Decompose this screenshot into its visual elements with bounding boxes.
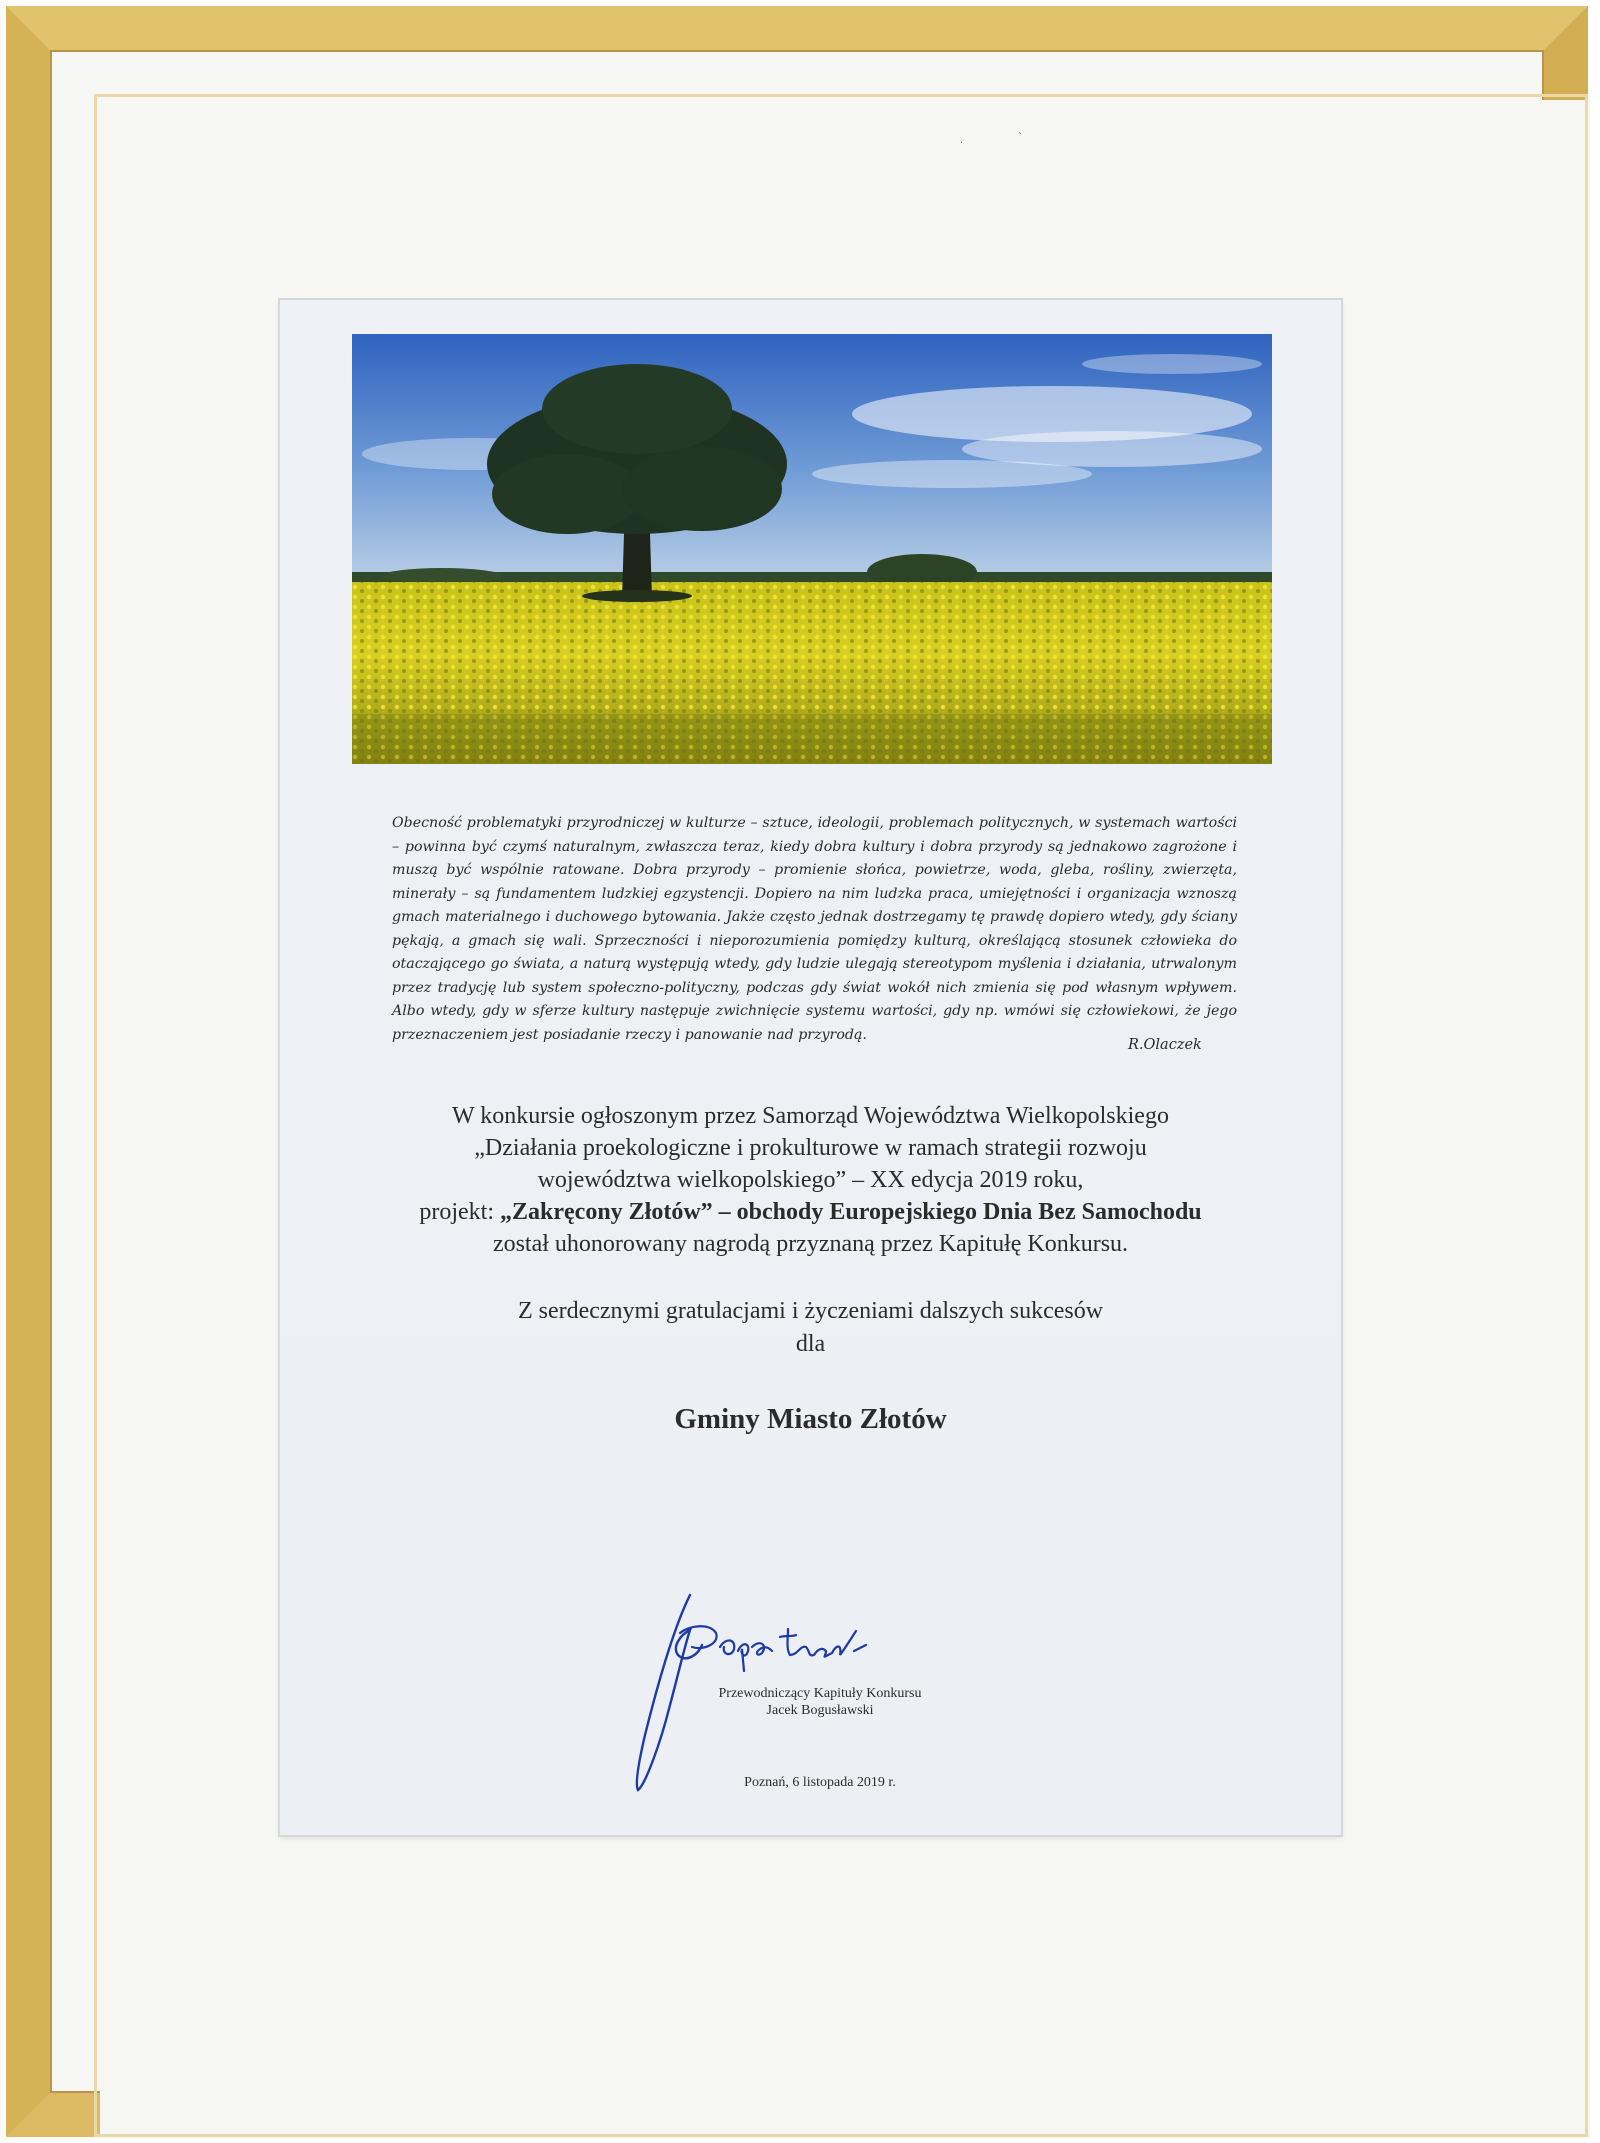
award-statement (280, 1100, 1341, 1260)
award-line-2: „Działania proekologiczne i prokulturowe w ramach strategii rozwoju (474, 1135, 1147, 1161)
congratulations (280, 1295, 1341, 1361)
project-title: „Zakręcony Złotów” – obchody Europejskiego Dnia Bez Samochodu (500, 1199, 1202, 1225)
dust-speck: ˋ (1018, 132, 1023, 143)
congrats-line-1: Z serdecznymi gratulacjami i życzeniami dalszych sukcesów (517, 1298, 1104, 1324)
award-line-4 (280, 1196, 1341, 1228)
recipient-name: Gminy Miasto Złotów (674, 1403, 947, 1435)
nature-quote: Obecność problematyki przyrodniczej w kulturze – sztuce, ideologii, problemach politycznych, w systemach wartości – powinna być czymś naturalnym, zwłaszcza teraz, kiedy dobra kultury i dobra przyrody są jednakowo zagrożone i muszą być wspólnie ratowane. Dobra przyrody – promienie słońca, powietrze, woda, gleba, rośliny, zwierzęta, minerały – są fundamentem ludzkiej egzystencji. Dopiero na nim ludzka praca, umiejętności i organizacja wznoszą gmach materialnego i duchowego bytowania. Jakże często jednak dostrzegamy tę prawdę dopiero wtedy, gdy ściany pękają, a gmach się wali. Sprzeczności i nieporozumienia pomiędzy kulturą, określającą stosunek człowieka do otaczającego go świata, a naturą występują wtedy, gdy ludzie ulegają stereotypom myślenia i działania, utrwalonym przez tradycję lub system społeczno-polityczny, podczas gdy świat wokół nich zmienia się pod własnym wpływem. Albo wtedy, gdy w sferze kultury następuje zwichnięcie systemu wartości, gdy np. wmówi się człowiekowi, że jego przeznaczeniem jest posiadanie rzeczy i panowanie nad przyrodą. (392, 815, 1237, 1043)
oak-tree-rapeseed-field-photo (352, 334, 1272, 764)
award-line-1: W konkursie ogłoszonym przez Samorząd Województwa Wielkopolskiego (452, 1103, 1169, 1129)
award-line-3: województwa wielkopolskiego” – XX edycja 2019 roku, (537, 1167, 1084, 1193)
project-prefix: projekt: (419, 1199, 501, 1225)
award-line-5: został uhonorowany nagrodą przyznaną przez Kapitułę Konkursu. (492, 1231, 1129, 1257)
signer-name: Jacek Bogusławski (766, 1703, 874, 1718)
dust-speck: · (960, 138, 964, 149)
place-and-date: Poznań, 6 listopada 2019 r. (744, 1775, 896, 1790)
quote-author: R.Olaczek (1128, 1037, 1202, 1053)
landscape-illustration (352, 334, 1272, 764)
diploma-sheet (280, 300, 1341, 1835)
congrats-line-2: dla (795, 1331, 826, 1357)
signer-role: Przewodniczący Kapituły Konkursu (718, 1686, 922, 1701)
signer-block (540, 1685, 1100, 1719)
